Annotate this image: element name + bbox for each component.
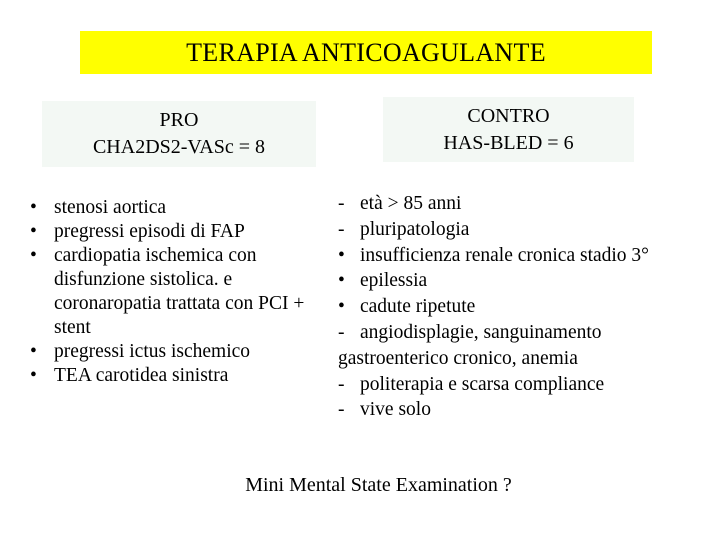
contro-list-continuation <box>338 346 718 372</box>
contro-list-item <box>338 294 718 320</box>
pro-list-item <box>30 340 320 364</box>
contro-list-item <box>338 320 718 346</box>
pro-list <box>30 196 320 388</box>
pro-item-text: TEA carotidea sinistra <box>54 365 229 386</box>
contro-list-item <box>338 243 718 269</box>
pro-list-item <box>30 364 320 388</box>
contro-list <box>338 191 718 423</box>
contro-item-text: pluripatologia <box>360 218 470 240</box>
contro-list-item <box>338 397 718 423</box>
contro-header-box <box>383 97 634 162</box>
list-marker: - <box>338 321 345 343</box>
bullet-icon: • <box>30 341 37 362</box>
contro-item-text: epilessia <box>360 270 428 292</box>
contro-heading: CONTRO <box>467 104 550 127</box>
list-marker: • <box>338 270 345 292</box>
contro-list-item <box>338 217 718 243</box>
list-marker: - <box>338 218 345 240</box>
list-marker: - <box>338 193 345 214</box>
page-title: TERAPIA ANTICOAGULANTE <box>186 37 546 67</box>
contro-score: HAS-BLED = 6 <box>443 131 574 154</box>
pro-list-item <box>30 220 320 244</box>
pro-item-text: stenosi aortica <box>54 197 167 218</box>
bullet-icon: • <box>30 245 37 266</box>
bullet-icon: • <box>30 197 37 218</box>
list-marker: • <box>338 296 345 318</box>
pro-item-text: pregressi episodi di FAP <box>54 221 245 242</box>
pro-list-item <box>30 196 320 220</box>
pro-list-item <box>30 244 320 340</box>
footer-question: Mini Mental State Examination ? <box>245 474 512 496</box>
pro-item-text: cardiopatia ischemica con disfunzione sistolica. e coronaropatia trattata con PCI + stent <box>54 245 305 338</box>
contro-list-item <box>338 191 718 217</box>
contro-item-text: angiodisplagie, sanguinamento <box>360 321 602 343</box>
contro-item-text: età > 85 anni <box>360 193 462 214</box>
contro-item-text: insufficienza renale cronica stadio 3° <box>360 244 649 266</box>
contro-list-item <box>338 268 718 294</box>
list-marker: - <box>338 399 345 421</box>
contro-item-text: politerapia e scarsa compliance <box>360 373 605 395</box>
pro-score: CHA2DS2-VASc = 8 <box>92 136 266 158</box>
list-marker: • <box>338 244 345 266</box>
contro-item-text: gastroenterico cronico, anemia <box>338 347 578 369</box>
list-marker: - <box>338 373 345 395</box>
contro-item-text: cadute ripetute <box>360 296 476 318</box>
pro-item-text: pregressi ictus ischemico <box>54 341 251 362</box>
pro-heading: PRO <box>159 109 199 131</box>
bullet-icon: • <box>30 221 37 242</box>
contro-item-text: vive solo <box>360 399 431 421</box>
contro-list-item <box>338 372 718 398</box>
bullet-icon: • <box>30 365 37 386</box>
pro-header-box <box>42 101 316 167</box>
title-banner <box>80 31 652 74</box>
